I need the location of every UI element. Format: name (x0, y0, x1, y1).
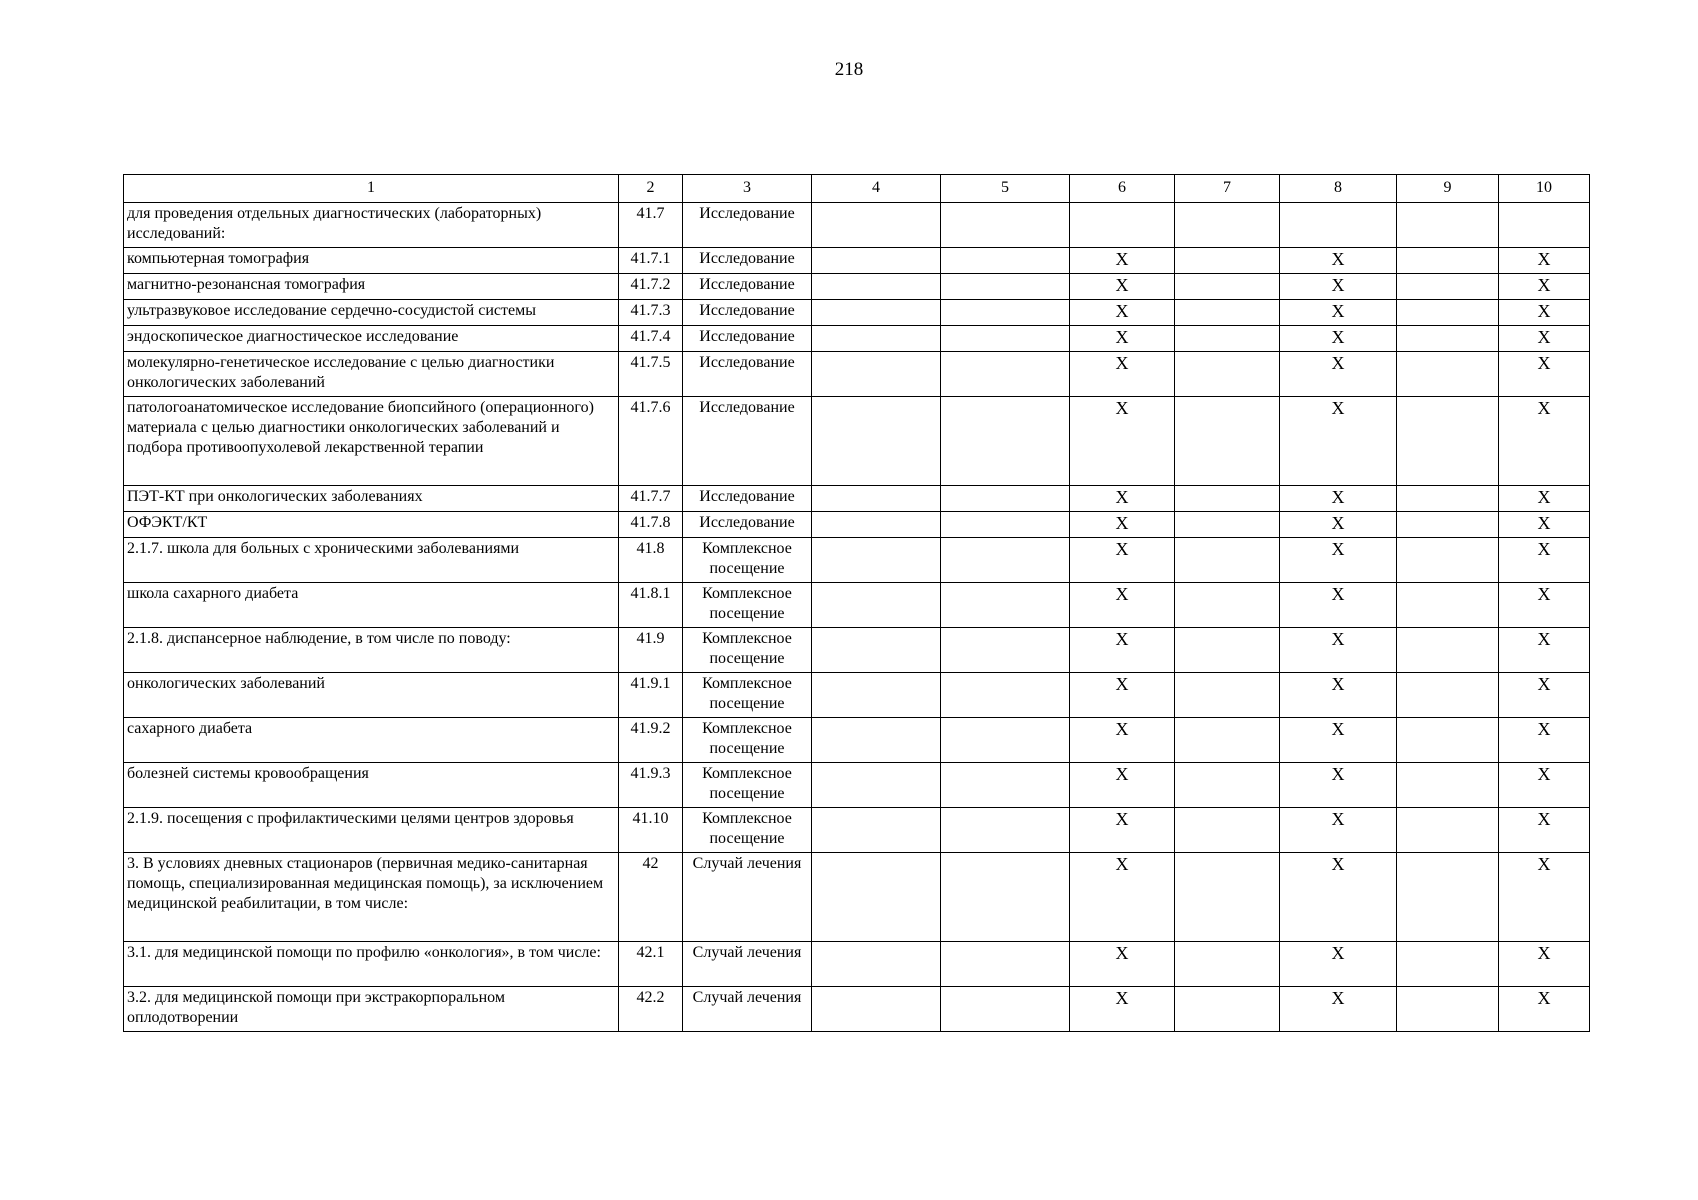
col4-cell (812, 203, 941, 248)
row-code-cell: 41.7.3 (619, 300, 683, 326)
row-code-cell: 41.7.5 (619, 352, 683, 397)
col6-mark-cell: X (1070, 397, 1175, 486)
col9-cell (1397, 274, 1499, 300)
col5-cell (941, 942, 1070, 987)
row-name-cell: болезней системы кровообращения (124, 763, 619, 808)
col10-mark-cell: X (1499, 397, 1590, 486)
col8-mark-cell: X (1280, 300, 1397, 326)
column-header: 6 (1070, 175, 1175, 203)
col9-cell (1397, 583, 1499, 628)
col9-cell (1397, 203, 1499, 248)
row-name-cell: онкологических заболеваний (124, 673, 619, 718)
col8-mark-cell: X (1280, 538, 1397, 583)
col6-mark-cell: X (1070, 942, 1175, 987)
column-header: 5 (941, 175, 1070, 203)
row-name-cell: молекулярно-генетическое исследование с целью диагностики онкологических заболеваний (124, 352, 619, 397)
row-code-cell: 41.8 (619, 538, 683, 583)
table-row (124, 808, 1590, 853)
table-row (124, 352, 1590, 397)
row-unit-cell: Комплексное посещение (683, 583, 812, 628)
table-row (124, 538, 1590, 583)
row-unit-cell: Исследование (683, 512, 812, 538)
row-code-cell: 41.7.4 (619, 326, 683, 352)
col10-mark-cell: X (1499, 808, 1590, 853)
row-unit-cell: Исследование (683, 397, 812, 486)
table-row (124, 987, 1590, 1032)
col7-cell (1175, 203, 1280, 248)
col10-mark-cell: X (1499, 512, 1590, 538)
col4-cell (812, 808, 941, 853)
row-code-cell: 41.7.1 (619, 248, 683, 274)
col7-cell (1175, 763, 1280, 808)
col8-mark-cell: X (1280, 274, 1397, 300)
col8-mark-cell: X (1280, 718, 1397, 763)
row-code-cell: 41.7 (619, 203, 683, 248)
row-code-cell: 41.10 (619, 808, 683, 853)
col5-cell (941, 583, 1070, 628)
table-body (124, 203, 1590, 1032)
col6-mark-cell: X (1070, 512, 1175, 538)
col6-mark-cell: X (1070, 987, 1175, 1032)
col9-cell (1397, 987, 1499, 1032)
col5-cell (941, 718, 1070, 763)
table-row (124, 628, 1590, 673)
col8-mark-cell: X (1280, 397, 1397, 486)
table-row (124, 942, 1590, 987)
col6-mark-cell: X (1070, 763, 1175, 808)
col4-cell (812, 300, 941, 326)
row-code-cell: 41.8.1 (619, 583, 683, 628)
data-table (123, 174, 1590, 1032)
table-row (124, 512, 1590, 538)
row-name-cell: ультразвуковое исследование сердечно-сосудистой системы (124, 300, 619, 326)
col7-cell (1175, 274, 1280, 300)
table-row (124, 248, 1590, 274)
row-code-cell: 41.9.3 (619, 763, 683, 808)
col8-mark-cell: X (1280, 628, 1397, 673)
row-unit-cell: Комплексное посещение (683, 808, 812, 853)
col9-cell (1397, 300, 1499, 326)
col8-mark-cell: X (1280, 763, 1397, 808)
row-code-cell: 41.9 (619, 628, 683, 673)
col9-cell (1397, 853, 1499, 942)
col10-mark-cell: X (1499, 673, 1590, 718)
col4-cell (812, 583, 941, 628)
row-unit-cell: Исследование (683, 326, 812, 352)
col9-cell (1397, 808, 1499, 853)
table-row (124, 673, 1590, 718)
col6-mark-cell (1070, 203, 1175, 248)
col9-cell (1397, 763, 1499, 808)
col6-mark-cell: X (1070, 583, 1175, 628)
row-name-cell: патологоанатомическое исследование биопсийного (операционного) материала с целью диагностики онкологических заболеваний и подбора противоопухолевой лекарственной терапии (124, 397, 619, 486)
row-name-cell: 2.1.7. школа для больных с хроническими заболеваниями (124, 538, 619, 583)
row-code-cell: 41.7.7 (619, 486, 683, 512)
col8-mark-cell: X (1280, 512, 1397, 538)
col7-cell (1175, 673, 1280, 718)
col10-mark-cell: X (1499, 718, 1590, 763)
row-unit-cell: Комплексное посещение (683, 763, 812, 808)
column-header: 9 (1397, 175, 1499, 203)
col6-mark-cell: X (1070, 326, 1175, 352)
row-unit-cell: Случай лечения (683, 987, 812, 1032)
col5-cell (941, 538, 1070, 583)
row-name-cell: ПЭТ-КТ при онкологических заболеваниях (124, 486, 619, 512)
col5-cell (941, 248, 1070, 274)
col10-mark-cell: X (1499, 853, 1590, 942)
table-row (124, 718, 1590, 763)
col10-mark-cell: X (1499, 248, 1590, 274)
col10-mark-cell: X (1499, 987, 1590, 1032)
col8-mark-cell: X (1280, 987, 1397, 1032)
col9-cell (1397, 512, 1499, 538)
row-name-cell: ОФЭКТ/КТ (124, 512, 619, 538)
row-code-cell: 41.7.6 (619, 397, 683, 486)
row-code-cell: 41.7.8 (619, 512, 683, 538)
column-header: 10 (1499, 175, 1590, 203)
row-unit-cell: Комплексное посещение (683, 718, 812, 763)
col8-mark-cell: X (1280, 326, 1397, 352)
row-unit-cell: Случай лечения (683, 853, 812, 942)
row-unit-cell: Комплексное посещение (683, 628, 812, 673)
row-name-cell: магнитно-резонансная томография (124, 274, 619, 300)
table-row (124, 853, 1590, 942)
col5-cell (941, 352, 1070, 397)
col5-cell (941, 274, 1070, 300)
table-row (124, 203, 1590, 248)
col5-cell (941, 853, 1070, 942)
col7-cell (1175, 352, 1280, 397)
col5-cell (941, 397, 1070, 486)
row-unit-cell: Случай лечения (683, 942, 812, 987)
col6-mark-cell: X (1070, 808, 1175, 853)
col4-cell (812, 718, 941, 763)
col8-mark-cell: X (1280, 808, 1397, 853)
col5-cell (941, 486, 1070, 512)
col4-cell (812, 673, 941, 718)
col4-cell (812, 538, 941, 583)
col4-cell (812, 248, 941, 274)
table-row (124, 397, 1590, 486)
col6-mark-cell: X (1070, 352, 1175, 397)
col7-cell (1175, 397, 1280, 486)
col10-mark-cell (1499, 203, 1590, 248)
column-header: 7 (1175, 175, 1280, 203)
column-header: 2 (619, 175, 683, 203)
col6-mark-cell: X (1070, 718, 1175, 763)
col10-mark-cell: X (1499, 942, 1590, 987)
col10-mark-cell: X (1499, 583, 1590, 628)
col5-cell (941, 628, 1070, 673)
col10-mark-cell: X (1499, 274, 1590, 300)
row-code-cell: 42 (619, 853, 683, 942)
col4-cell (812, 326, 941, 352)
col10-mark-cell: X (1499, 352, 1590, 397)
col4-cell (812, 274, 941, 300)
col4-cell (812, 763, 941, 808)
col6-mark-cell: X (1070, 538, 1175, 583)
col5-cell (941, 203, 1070, 248)
col7-cell (1175, 808, 1280, 853)
row-unit-cell: Комплексное посещение (683, 538, 812, 583)
page-number: 218 (834, 59, 864, 80)
table-row (124, 583, 1590, 628)
row-unit-cell: Исследование (683, 486, 812, 512)
row-name-cell: для проведения отдельных диагностических (лабораторных) исследований: (124, 203, 619, 248)
col5-cell (941, 300, 1070, 326)
col7-cell (1175, 326, 1280, 352)
col4-cell (812, 352, 941, 397)
col6-mark-cell: X (1070, 248, 1175, 274)
column-header: 3 (683, 175, 812, 203)
col9-cell (1397, 718, 1499, 763)
col7-cell (1175, 512, 1280, 538)
col10-mark-cell: X (1499, 763, 1590, 808)
col4-cell (812, 397, 941, 486)
row-unit-cell: Исследование (683, 300, 812, 326)
col8-mark-cell: X (1280, 352, 1397, 397)
column-header: 8 (1280, 175, 1397, 203)
col9-cell (1397, 326, 1499, 352)
col10-mark-cell: X (1499, 538, 1590, 583)
col7-cell (1175, 486, 1280, 512)
col8-mark-cell: X (1280, 486, 1397, 512)
row-name-cell: 2.1.9. посещения с профилактическими целями центров здоровья (124, 808, 619, 853)
col9-cell (1397, 628, 1499, 673)
col7-cell (1175, 853, 1280, 942)
row-unit-cell: Комплексное посещение (683, 673, 812, 718)
col9-cell (1397, 942, 1499, 987)
row-name-cell: 3. В условиях дневных стационаров (первичная медико-санитарная помощь, специализированная медицинская помощь), за исключением медицинской реабилитации, в том числе: (124, 853, 619, 942)
row-name-cell: сахарного диабета (124, 718, 619, 763)
row-name-cell: 2.1.8. диспансерное наблюдение, в том числе по поводу: (124, 628, 619, 673)
col9-cell (1397, 248, 1499, 274)
column-header: 1 (124, 175, 619, 203)
col9-cell (1397, 352, 1499, 397)
row-unit-cell: Исследование (683, 352, 812, 397)
col7-cell (1175, 538, 1280, 583)
row-code-cell: 42.1 (619, 942, 683, 987)
col8-mark-cell: X (1280, 248, 1397, 274)
col7-cell (1175, 987, 1280, 1032)
col5-cell (941, 326, 1070, 352)
col4-cell (812, 942, 941, 987)
col8-mark-cell (1280, 203, 1397, 248)
col7-cell (1175, 583, 1280, 628)
row-unit-cell: Исследование (683, 203, 812, 248)
table-row (124, 274, 1590, 300)
row-code-cell: 41.9.1 (619, 673, 683, 718)
col9-cell (1397, 538, 1499, 583)
row-unit-cell: Исследование (683, 248, 812, 274)
col7-cell (1175, 628, 1280, 673)
row-name-cell: компьютерная томография (124, 248, 619, 274)
col10-mark-cell: X (1499, 628, 1590, 673)
row-code-cell: 42.2 (619, 987, 683, 1032)
table-row (124, 763, 1590, 808)
col10-mark-cell: X (1499, 326, 1590, 352)
col6-mark-cell: X (1070, 274, 1175, 300)
col8-mark-cell: X (1280, 942, 1397, 987)
table-row (124, 300, 1590, 326)
col5-cell (941, 987, 1070, 1032)
col10-mark-cell: X (1499, 486, 1590, 512)
col7-cell (1175, 942, 1280, 987)
row-name-cell: 3.2. для медицинской помощи при экстракорпоральном оплодотворении (124, 987, 619, 1032)
col4-cell (812, 486, 941, 512)
col7-cell (1175, 300, 1280, 326)
header-row (124, 175, 1590, 203)
col4-cell (812, 628, 941, 673)
col6-mark-cell: X (1070, 300, 1175, 326)
col4-cell (812, 987, 941, 1032)
col6-mark-cell: X (1070, 628, 1175, 673)
col10-mark-cell: X (1499, 300, 1590, 326)
col8-mark-cell: X (1280, 583, 1397, 628)
col4-cell (812, 853, 941, 942)
col8-mark-cell: X (1280, 673, 1397, 718)
table-row (124, 486, 1590, 512)
column-header: 4 (812, 175, 941, 203)
col7-cell (1175, 248, 1280, 274)
col9-cell (1397, 673, 1499, 718)
col5-cell (941, 673, 1070, 718)
row-unit-cell: Исследование (683, 274, 812, 300)
col6-mark-cell: X (1070, 673, 1175, 718)
row-name-cell: школа сахарного диабета (124, 583, 619, 628)
col7-cell (1175, 718, 1280, 763)
col9-cell (1397, 397, 1499, 486)
col8-mark-cell: X (1280, 853, 1397, 942)
col6-mark-cell: X (1070, 486, 1175, 512)
col6-mark-cell: X (1070, 853, 1175, 942)
col4-cell (812, 512, 941, 538)
row-name-cell: 3.1. для медицинской помощи по профилю «онкология», в том числе: (124, 942, 619, 987)
col5-cell (941, 808, 1070, 853)
row-code-cell: 41.9.2 (619, 718, 683, 763)
col9-cell (1397, 486, 1499, 512)
col5-cell (941, 512, 1070, 538)
table-row (124, 326, 1590, 352)
col5-cell (941, 763, 1070, 808)
row-code-cell: 41.7.2 (619, 274, 683, 300)
row-name-cell: эндоскопическое диагностическое исследование (124, 326, 619, 352)
